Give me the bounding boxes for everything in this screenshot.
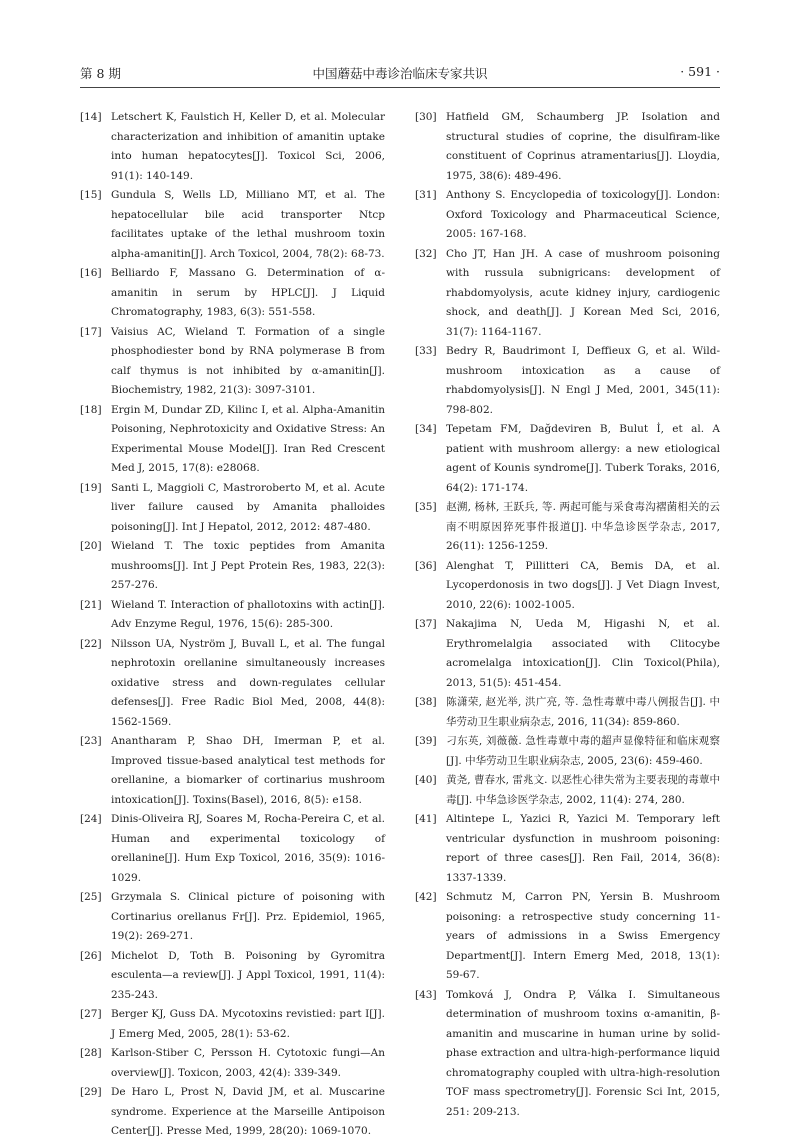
reference-number: [37]: [415, 618, 437, 630]
reference-item: [415, 420, 720, 498]
reference-text: Altintepe L, Yazici R, Yazici M. Temporary left ventricular dysfunction in mushroom poisoning: report of three cases[J]. Ren Fail, 2014, 36(8): 1337-1339.: [446, 813, 720, 884]
reference-text: Belliardo F, Massano G. Determination of α-amanitin in serum by HPLC[J]. J Liquid Chromatography, 1983, 6(3): 551-558.: [111, 267, 385, 318]
reference-text: Berger KJ, Guss DA. Mycotoxins revistied: part I[J]. J Emerg Med, 2005, 28(1): 53-62.: [111, 1008, 385, 1040]
reference-item: [415, 186, 720, 245]
reference-number: [28]: [80, 1047, 102, 1059]
reference-number: [35]: [415, 501, 437, 513]
reference-text: 黄尧, 曹春水, 雷兆文. 以恶性心律失常为主要表现的毒蕈中毒[J]. 中华急诊医学杂志, 2002, 11(4): 274, 280.: [446, 774, 720, 806]
reference-text: Cho JT, Han JH. A case of mushroom poisoning with russula subnigricans: development of rhabdomyolysis, acute kidney injury, cardiogenic shock, and death[J]. J Korean Med Sci, 2016, 31(7): 1164-1167.: [446, 247, 720, 338]
reference-item: [415, 342, 720, 420]
reference-number: [23]: [80, 735, 102, 747]
reference-number: [40]: [415, 774, 437, 786]
reference-text: Letschert K, Faulstich H, Keller D, et al. Molecular characterization and inhibition of amanitin uptake into human hepatocytes[J]. Toxicol Sci, 2006, 91(1): 140-149.: [111, 111, 385, 182]
reference-text: Dinis-Oliveira RJ, Soares M, Rocha-Pereira C, et al. Human and experimental toxicology of orellanine[J]. Hum Exp Toxicol, 2016, 35(9): 1016-1029.: [111, 813, 385, 884]
reference-item: [80, 947, 385, 1006]
reference-item: [80, 635, 385, 733]
reference-text: Nakajima N, Ueda M, Higashi N, et al. Erythromelalgia associated with Clitocybe acromelalga intoxication[J]. Clin Toxicol(Phila), 2013, 51(5): 451-454.: [446, 618, 720, 689]
reference-text: Wieland T. The toxic peptides from Amanita mushrooms[J]. Int J Pept Protein Res, 1983, 22(3): 257-276.: [111, 540, 385, 591]
reference-text: Tepetam FM, Dağdeviren B, Bulut İ, et al. A patient with mushroom allergy: a new etiological agent of Kounis syndrome[J]. Tuberk Toraks, 2016, 64(2): 171-174.: [446, 423, 720, 494]
reference-text: Schmutz M, Carron PN, Yersin B. Mushroom poisoning: a retrospective study concerning 11-years of admissions in a Swiss Emergency Department[J]. Intern Emerg Med, 2018, 13(1): 59-67.: [446, 891, 720, 981]
reference-text: Bedry R, Baudrimont I, Deffieux G, et al. Wild-mushroom intoxication as a cause of rhabdomyolysis[J]. N Engl J Med, 2001, 345(11): 798-802.: [446, 345, 720, 416]
reference-item: [80, 888, 385, 947]
reference-item: [80, 1005, 385, 1044]
reference-text: Wieland T. Interaction of phallotoxins with actin[J]. Adv Enzyme Regul, 1976, 15(6): 285-300.: [111, 598, 385, 630]
reference-text: Karlson-Stiber C, Persson H. Cytotoxic fungi—An overview[J]. Toxicon, 2003, 42(4): 339-349.: [111, 1047, 385, 1079]
reference-number: [22]: [80, 637, 102, 650]
reference-text: Alenghat T, Pillitteri CA, Bemis DA, et al. Lycoperdonosis in two dogs[J]. J Vet Diagn Invest, 2010, 22(6): 1002-1005.: [446, 559, 720, 611]
reference-text: Ergin M, Dundar ZD, Kilinc I, et al. Alpha-Amanitin Poisoning, Nephrotoxicity and Oxidative Stress: An Experimental Mouse Model[J]. Iran Red Crescent Med J, 2015, 17(8): e28068.: [111, 403, 385, 474]
running-title: 中国蘑菇中毒诊治临床专家共识: [312, 66, 488, 81]
reference-item: [80, 479, 385, 538]
reference-text: Grzymala S. Clinical picture of poisoning with Cortinarius orellanus Fr[J]. Prz. Epidemiol, 1965, 19(2): 269-271.: [111, 891, 385, 942]
reference-item: [80, 732, 385, 810]
reference-number: [16]: [80, 267, 102, 279]
reference-item: [80, 401, 385, 479]
reference-number: [36]: [415, 559, 437, 572]
reference-item: [415, 108, 720, 186]
reference-text: 刁东英, 刘薇薇. 急性毒蕈中毒的超声显像特征和临床观察[J]. 中华劳动卫生职业病杂志, 2005, 23(6): 459-460.: [446, 735, 720, 767]
reference-item: [80, 1044, 385, 1083]
reference-number: [27]: [80, 1008, 102, 1020]
reference-number: [25]: [80, 891, 102, 903]
reference-item: [415, 557, 720, 616]
reference-item: [80, 810, 385, 888]
reference-number: [17]: [80, 325, 102, 338]
reference-text: Hatfield GM, Schaumberg JP. Isolation and structural studies of coprine, the disulfiram-like constituent of Coprinus atramentarius[J]. Lloydia, 1975, 38(6): 489-496.: [446, 111, 720, 182]
reference-item: [415, 986, 720, 1123]
reference-number: [43]: [415, 988, 437, 1001]
reference-item: [415, 615, 720, 693]
reference-item: [80, 323, 385, 401]
reference-number: [39]: [415, 735, 437, 747]
reference-item: [80, 1083, 385, 1142]
reference-number: [31]: [415, 189, 437, 201]
reference-text: Michelot D, Toth B. Poisoning by Gyromitra esculenta—a review[J]. J Appl Toxicol, 1991, 11(4): 235-243.: [111, 949, 385, 1001]
reference-text: 陈潇荣, 赵光举, 洪广亮, 等. 急性毒蕈中毒八例报告[J]. 中华劳动卫生职业病杂志, 2016, 11(34): 859-860.: [446, 696, 720, 728]
page-header: [80, 64, 720, 84]
reference-item: [80, 596, 385, 635]
reference-text: Anthony S. Encyclopedia of toxicology[J]. London: Oxford Toxicology and Pharmaceutical Science, 2005: 167-168.: [446, 189, 720, 240]
reference-number: [20]: [80, 540, 102, 552]
reference-item: [80, 186, 385, 264]
reference-text: Tomková J, Ondra P, Válka I. Simultaneous determination of mushroom toxins α-amanitin, β-amanitin and muscarine in human urine by solid-phase extraction and ultra-high-performance liquid chromatography coupled with ultra-high-resolution TOF mass spectrometry[J]. Forensic Sci Int, 2015, 251: 209-213.: [446, 988, 720, 1118]
reference-number: [19]: [80, 481, 102, 494]
page-number: · 591 ·: [680, 64, 720, 79]
reference-item: [415, 693, 720, 732]
reference-text: De Haro L, Prost N, David JM, et al. Muscarine syndrome. Experience at the Marseille Antipoison Center[J]. Presse Med, 1999, 28(20): 1069-1070.: [111, 1086, 385, 1137]
reference-item: [80, 537, 385, 596]
reference-item: [415, 810, 720, 888]
references-left-column: [80, 108, 385, 1142]
reference-item: [415, 771, 720, 810]
header-rule: [80, 87, 720, 88]
reference-number: [26]: [80, 949, 102, 962]
reference-item: [415, 498, 720, 557]
reference-text: 赵溯, 杨林, 王跃兵, 等. 两起可能与采食毒沟褶菌相关的云南不明原因猝死事件报道[J]. 中华急诊医学杂志, 2017, 26(11): 1256-1259.: [446, 501, 720, 552]
reference-number: [30]: [415, 111, 437, 123]
reference-text: Santi L, Maggioli C, Mastroroberto M, et al. Acute liver failure caused by Amanita phalloides poisoning[J]. Int J Hepatol, 2012, 2012: 487-480.: [111, 481, 385, 533]
reference-text: Anantharam P, Shao DH, Imerman P, et al. Improved tissue-based analytical test methods for orellanine, a biomarker of cortinarius mushroom intoxication[J]. Toxins(Basel), 2016, 8(5): e158.: [111, 735, 385, 806]
reference-number: [33]: [415, 345, 437, 357]
reference-number: [18]: [80, 403, 102, 416]
reference-item: [415, 732, 720, 771]
reference-item: [415, 245, 720, 343]
reference-item: [415, 888, 720, 986]
reference-number: [32]: [415, 247, 437, 260]
reference-item: [80, 108, 385, 186]
issue-number: 第 8 期: [80, 66, 121, 81]
reference-item: [80, 264, 385, 323]
reference-number: [15]: [80, 189, 102, 201]
reference-text: Gundula S, Wells LD, Milliano MT, et al. The hepatocellular bile acid transporter Ntcp facilitates uptake of the lethal mushroom toxin alpha-amanitin[J]. Arch Toxicol, 2004, 78(2): 68-73.: [111, 189, 385, 260]
reference-number: [42]: [415, 891, 437, 903]
reference-number: [34]: [415, 423, 437, 435]
reference-number: [38]: [415, 696, 437, 708]
reference-number: [14]: [80, 111, 102, 123]
reference-number: [29]: [80, 1086, 102, 1098]
reference-number: [24]: [80, 813, 102, 825]
references-right-column: [415, 108, 720, 1122]
reference-number: [41]: [415, 813, 437, 825]
reference-number: [21]: [80, 598, 102, 611]
reference-text: Nilsson UA, Nyström J, Buvall L, et al. The fungal nephrotoxin orellanine simultaneously increases oxidative stress and down-regulates cellular defenses[J]. Free Radic Biol Med, 2008, 44(8): 1562-1569.: [111, 637, 385, 728]
reference-text: Vaisius AC, Wieland T. Formation of a single phosphodiester bond by RNA polymerase B from calf thymus is not inhibited by α-amanitin[J]. Biochemistry, 1982, 21(3): 3097-3101.: [111, 325, 385, 396]
